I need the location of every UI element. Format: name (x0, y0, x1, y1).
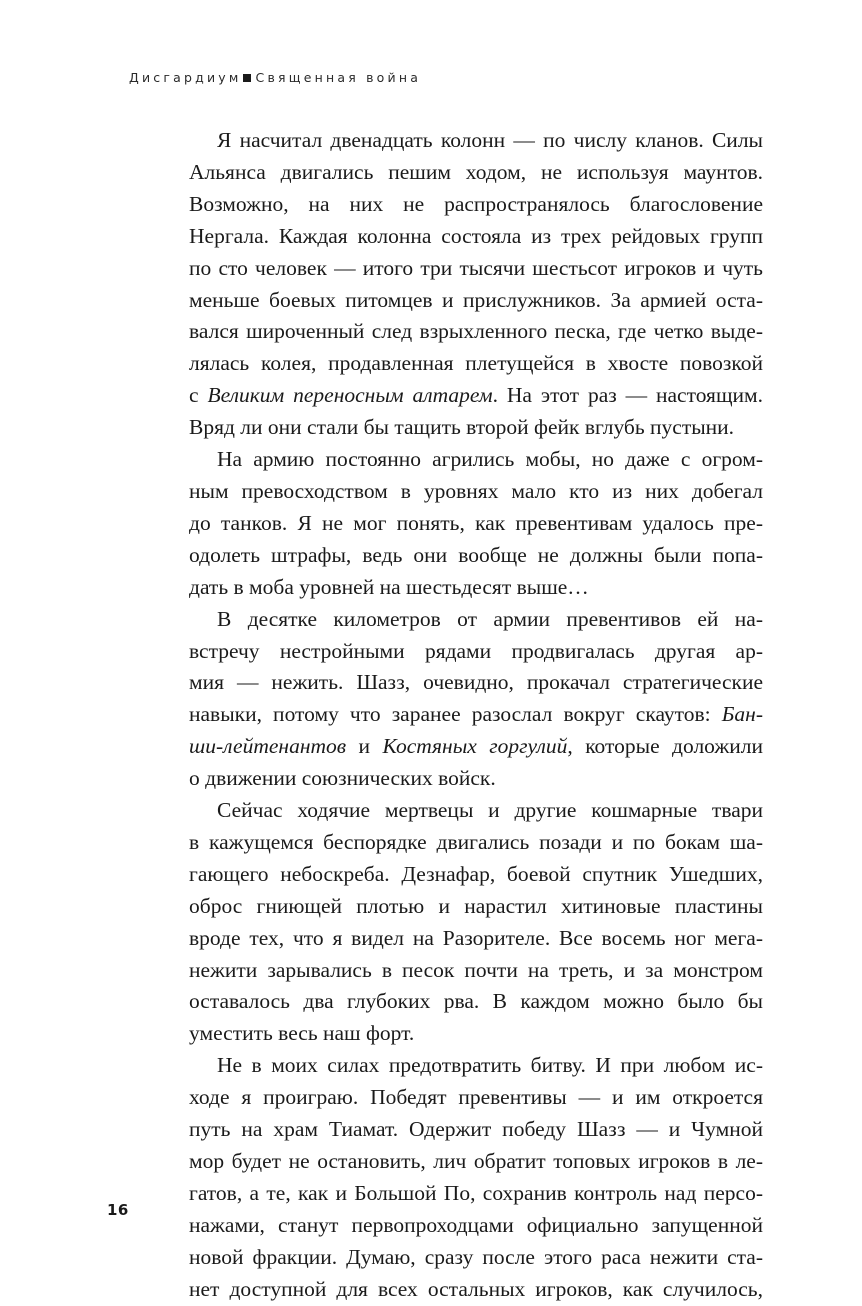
text-line: Альянса двигались пешим ходом, не используя маунтов. (189, 159, 763, 184)
text-line: мия — нежить. Шазз, очевидно, прокачал стратегические (189, 670, 763, 695)
text-line: Не в моих силах предотвратить битву. И при любом ис- (217, 1053, 763, 1078)
text-line: встречу нестройными рядами продвигалась другая ар- (189, 638, 763, 663)
text-line: ходе я проиграю. Победят превентивы — и им откроется (189, 1085, 763, 1110)
chapter-title: Священная война (255, 70, 422, 85)
text-line: нет доступной для всех остальных игроков, как случилось, (189, 1276, 763, 1301)
book-title: Дисгардиум (129, 70, 242, 85)
text-line: гатов, а те, как и Большой По, сохранив контроль над персо- (189, 1180, 763, 1205)
text-line: Сейчас ходячие мертвецы и другие кошмарные твари (217, 798, 763, 823)
italic-title: Великим переносным алтарем (207, 383, 493, 408)
text-line: ным превосходством в уровнях мало кто из них добегал (189, 478, 763, 503)
italic-term: Костяных горгулий (382, 734, 568, 759)
text-line: путь на храм Тиамат. Одержит победу Шазз — и Чумной (189, 1117, 763, 1142)
text-fragment: . На этот раз — настоящим. (492, 383, 763, 408)
text-line (189, 380, 763, 412)
text-line: Я насчитал двенадцать колонн — по числу кланов. Силы (217, 128, 763, 152)
text-line: в кажущемся беспорядке двигались позади и по бокам ша- (189, 829, 763, 854)
text-fragment: и (346, 734, 383, 759)
text-line: дать в моба уровней на шестьдесят выше… (189, 574, 589, 599)
text-line: Нергала. Каждая колонна состояла из трех рейдовых групп (189, 223, 763, 248)
text-line: вроде тех, что я видел на Разорителе. Все восемь ног мега- (189, 925, 763, 950)
text-line: по сто человек — итого три тысячи шестьсот игроков и чуть (189, 255, 763, 280)
text-line (189, 731, 763, 763)
text-fragment: с (189, 383, 208, 408)
running-header (129, 70, 421, 86)
italic-term: Бан- (721, 702, 763, 727)
text-line: уместить весь наш форт. (189, 1021, 415, 1046)
text-line: гающего небоскреба. Дезнафар, боевой спутник Ушедших, (189, 861, 763, 886)
text-line (189, 699, 763, 731)
text-line: мор будет не остановить, лич обратит топовых игроков в ле- (189, 1149, 763, 1173)
text-line: о движении союзнических войск. (189, 766, 496, 791)
text-line: вался широченный след взрыхленного песка, где четко выде- (189, 319, 763, 344)
text-line: В десятке километров от армии превентивов ей на- (217, 606, 763, 631)
italic-term: ши-лейтенантов (189, 734, 347, 759)
header-separator-square (243, 74, 251, 82)
text-line: оставалось два глубоких рва. В каждом можно было бы (189, 989, 763, 1014)
text-line: меньше боевых питомцев и прислужников. За армией оста- (189, 287, 763, 312)
text-line: нажами, станут первопроходцами официально запущенной (189, 1212, 763, 1237)
text-line: новой фракции. Думаю, сразу после этого раса нежити ста- (189, 1244, 763, 1269)
text-line: одолеть штрафы, ведь они вообще не должны были попа- (189, 542, 763, 567)
text-line: Вряд ли они стали бы тащить второй фейк вглубь пустыни. (189, 415, 735, 440)
text-line: Возможно, на них не распространялось благословение (189, 191, 763, 216)
text-line: оброс гниющей плотью и нарастил хитиновые пластины (189, 893, 763, 918)
paragraph (189, 795, 763, 1050)
paragraph (189, 444, 763, 604)
paragraph (189, 604, 763, 795)
body-text (189, 125, 763, 1306)
text-fragment: навыки, потому что заранее разослал вокруг скаутов: (189, 702, 722, 727)
page-number: 16 (107, 1201, 129, 1219)
paragraph (189, 1050, 763, 1305)
text-line: до танков. Я не мог понять, как превентивам удалось пре- (189, 510, 763, 535)
paragraph (189, 125, 763, 444)
text-line: нежити зарывались в песок почти на треть, и за монстром (189, 957, 763, 982)
text-line: На армию постоянно агрились мобы, но даже с огром- (217, 447, 763, 472)
text-fragment: , которые доложили (567, 734, 763, 759)
text-line: лялась колея, продавленная плетущейся в хвосте повозкой (189, 351, 763, 376)
